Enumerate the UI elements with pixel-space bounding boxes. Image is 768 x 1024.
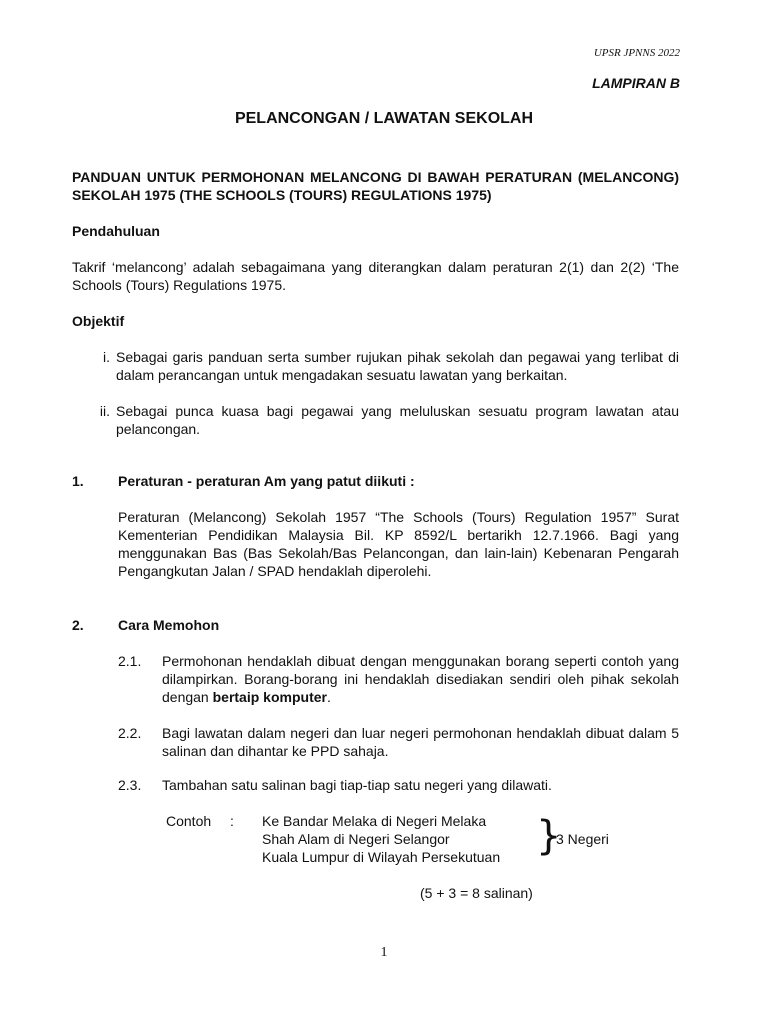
- brace-icon: }: [536, 813, 562, 859]
- header-code: UPSR JPNNS 2022: [593, 47, 680, 59]
- section1-heading: Peraturan - peraturan Am yang patut diikuti :: [118, 473, 415, 489]
- example-line: Kuala Lumpur di Wilayah Persekutuan: [262, 849, 501, 865]
- section2-item-num: 2.1.: [118, 653, 142, 669]
- page-number: 1: [380, 945, 388, 960]
- pendahuluan-text: Takrif ‘melancong’ adalah sebagaimana yang diterangkan dalam peraturan 2(1) dan 2(2) ‘The Schools (Tours) Regulations 1975.: [72, 259, 679, 293]
- objektif-item-num: i.: [103, 349, 110, 365]
- example-colon: :: [230, 813, 234, 829]
- section2-item-text: Permohonan hendaklah dibuat dengan menggunakan borang seperti contoh yang dilampirkan. Borang-borang ini hendaklah disediakan sendiri oleh pihak sekolah dengan bertaip komputer.: [162, 653, 679, 705]
- section1-number: 1.: [72, 473, 84, 489]
- example-line: Ke Bandar Melaka di Negeri Melaka: [262, 813, 487, 829]
- example-label: Contoh: [166, 813, 212, 829]
- section2-heading: Cara Memohon: [118, 617, 220, 633]
- section2-item-num: 2.2.: [118, 725, 142, 741]
- page-title: PELANCONGAN / LAWATAN SEKOLAH: [234, 110, 534, 127]
- objektif-heading: Objektif: [72, 313, 125, 329]
- section2-number: 2.: [72, 617, 84, 633]
- brace-label: 3 Negeri: [556, 831, 609, 847]
- page-subtitle: PANDUAN UNTUK PERMOHONAN MELANCONG DI BAWAH PERATURAN (MELANCONG) SEKOLAH 1975 (THE SCHOOLS (TOURS) REGULATIONS 1975): [72, 169, 679, 203]
- pendahuluan-heading: Pendahuluan: [72, 223, 160, 239]
- section2-item-text: Bagi lawatan dalam negeri dan luar negeri permohonan hendaklah dibuat dalam 5 salinan dan dihantar ke PPD sahaja.: [162, 725, 679, 759]
- section2-item-num: 2.3.: [118, 777, 142, 793]
- section2-item-text: Tambahan satu salinan bagi tiap-tiap satu negeri yang dilawati.: [162, 777, 552, 793]
- lampiran-label: LAMPIRAN B: [592, 75, 680, 91]
- bold-phrase: bertaip komputer: [212, 689, 327, 705]
- example-line: Shah Alam di Negeri Selangor: [262, 831, 450, 847]
- objektif-item-text: Sebagai garis panduan serta sumber rujukan pihak sekolah dan pegawai yang terlibat di dalam perancangan untuk mengadakan sesuatu lawatan yang berkaitan.: [116, 349, 679, 383]
- section1-text: Peraturan (Melancong) Sekolah 1957 “The Schools (Tours) Regulation 1957” Surat Kementerian Pendidikan Malaysia Bil. KP 8592/L bertarikh 12.7.1966. Bagi yang menggunakan Bas (Bas Sekolah/Bas Pelancongan, dan lain-lain) Kebenaran Pengarah Pengangkutan Jalan / SPAD hendaklah diperolehi.: [118, 509, 679, 579]
- objektif-item-num: ii.: [99, 403, 110, 419]
- example-total: (5 + 3 = 8 salinan): [420, 885, 533, 901]
- objektif-item-text: Sebagai punca kuasa bagi pegawai yang meluluskan sesuatu program lawatan atau pelancongan.: [116, 403, 679, 437]
